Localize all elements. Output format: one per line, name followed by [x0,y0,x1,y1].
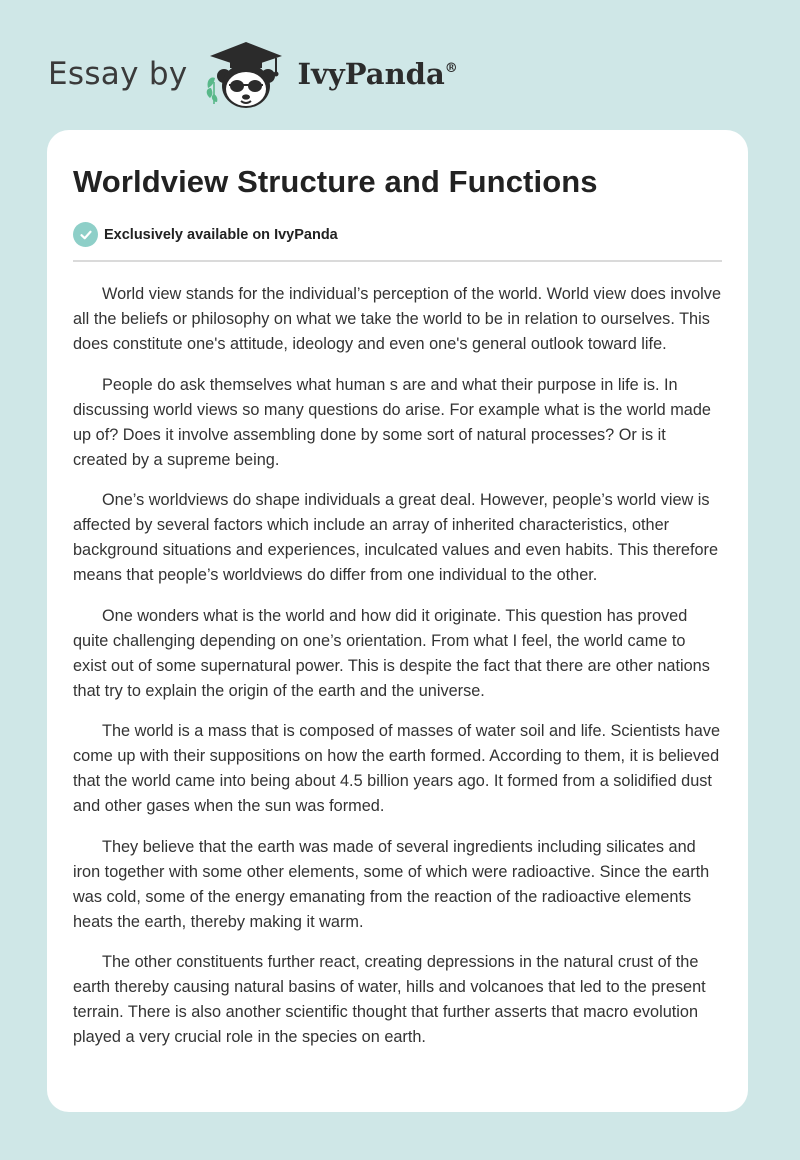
exclusive-label: Exclusively available on IvyPanda [104,226,338,243]
essay-card [47,130,748,1112]
paragraph: One wonders what is the world and how did it originate. This question has proved quite challenging depending on one’s orientation. From what I feel, the world came to exist out of some supernatural power. This is despite the fact that there are other nations that try to explain the origin of the earth and the universe. [73,606,710,700]
paragraph: One’s worldviews do shape individuals a great deal. However, people’s world view is affected by several factors which include an array of inherited characteristics, other background situations and experiences, inculcated values and even habits. This therefore means that people’s worldviews do differ from one individual to the other. [73,491,719,584]
exclusive-badge [73,222,722,247]
registered-mark: ® [444,61,458,76]
page-title: Worldview Structure and Functions [73,164,598,199]
divider [73,260,722,262]
paragraph: People do ask themselves what human s are and what their purpose in life is. In discussing world views so many questions do arise. For example what is the world made up of? Does it involve assembling done by some sort of natural processes? Or is it created by a supreme being. [73,375,711,469]
essay-body [73,282,722,1050]
panda-graduate-logo-icon[interactable] [202,36,292,112]
paragraph: They believe that the earth was made of several ingredients including silicates and iron together with some other elements, some of which were radioactive. Since the earth was cold, some of the energy emanating from the reaction of the radioactive elements heats the earth, thereby making it warm. [73,837,710,931]
paragraph: The other constituents further react, creating depressions in the natural crust of the earth thereby causing natural basins of water, hills and volcanoes that led to the present terrain. There is also another scientific thought that further asserts that macro evolution played a very crucial role in the species on earth. [73,953,706,1046]
site-header [48,34,458,114]
brand-text: IvyPanda [297,57,445,91]
paragraph: World view stands for the individual’s perception of the world. World view does involve all the beliefs or philosophy on what we take the world to be in relation to ourselves. This does constitute one's attitude, ideology and even one's general outlook toward life. [73,285,721,353]
check-circle-icon [73,222,98,247]
brand-name[interactable] [298,57,458,91]
paragraph: The world is a mass that is composed of masses of water soil and life. Scientists have come up with their suppositions on how the earth formed. According to them, it is believed that the world came into being about 4.5 billion years ago. It formed from a solidified dust and other gases when the sun was formed. [73,722,721,815]
essay-by-label: Essay by [48,56,188,92]
